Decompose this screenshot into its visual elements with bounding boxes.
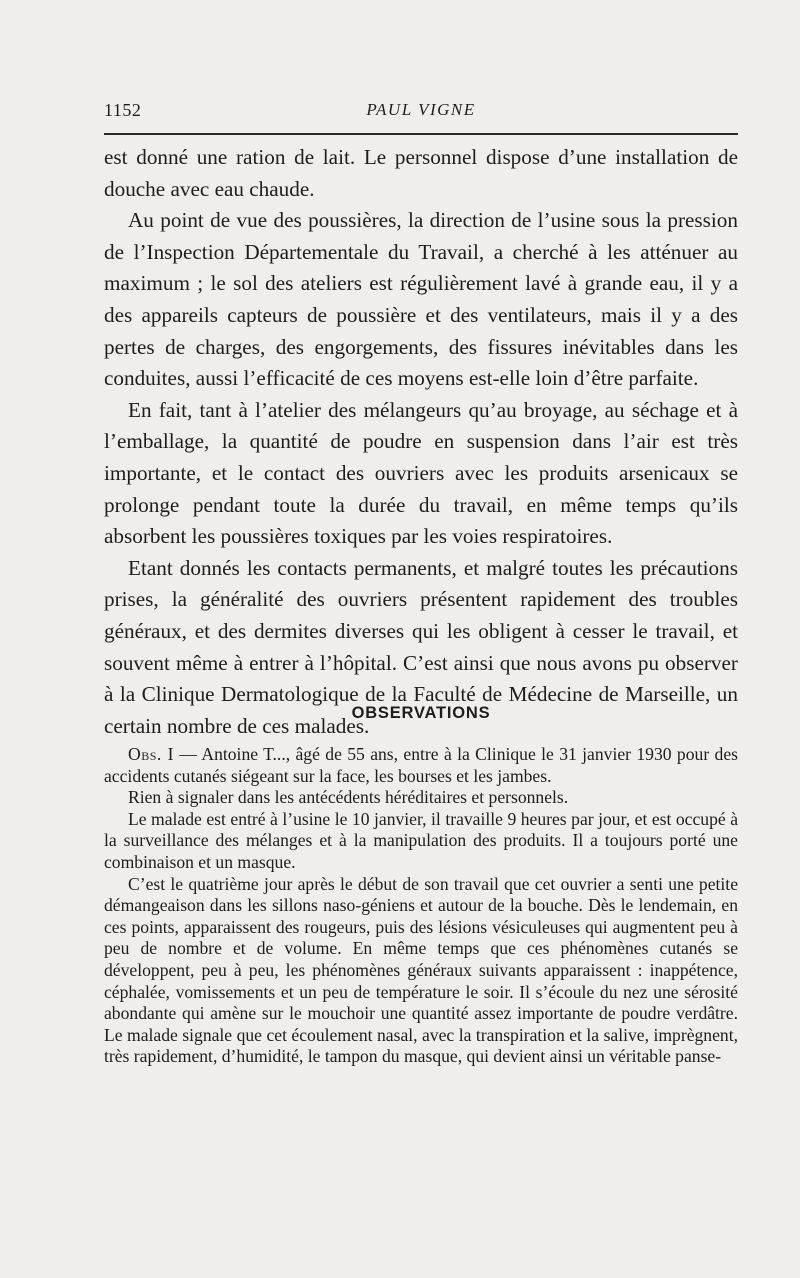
paragraph: En fait, tant à l’atelier des mélangeurs qu’au broyage, au séchage et à l’emballage, la quantité de poudre en suspension dans l’air est très importante, et le contact des ouvriers avec les produits arsenicaux se prolonge pendant toute la durée du travail, en même temps qu’ils absorbent les poussières toxiques par les voies respiratoires.	[104, 397, 738, 549]
section-heading: OBSERVATIONS	[351, 704, 491, 722]
page-number: 1152	[104, 100, 142, 120]
paragraph: Le malade est entré à l’usine le 10 janvier, il travaille 9 heures par jour, et est occupé à la surveillance des mélanges et à la manipulation des produits. Il a toujours porté une combinaison et un masque.	[104, 808, 738, 872]
body-text	[104, 142, 738, 742]
observation-label: Obs. I	[128, 744, 175, 764]
paragraph: est donné une ration de lait. Le personnel dispose d’une installation de douche avec eau chaude.	[104, 145, 738, 201]
observation-intro	[104, 744, 738, 787]
paragraph: Au point de vue des poussières, la direction de l’usine sous la pression de l’Inspection Départementale du Travail, a cherché à les atténuer au maximum ; le sol des ateliers est régulièrement lavé à grande eau, il y a des appareils capteurs de poussière et des ventilateurs, mais il y a des pertes de charges, des engorgements, des fissures inévitables dans les conduites, aussi l’efficacité de ces moyens est-elle loin d’être parfaite.	[104, 208, 738, 391]
paragraph: Etant donnés les contacts permanents, et malgré toutes les précautions prises, la généralité des ouvriers présentent rapidement des troubles généraux, et des dermites diverses qui les obligent à cesser le travail, et souvent même à entrer à l’hôpital. C’est ainsi que nous avons pu observer à la Clinique Dermatologique de la Faculté de Médecine de Marseille, un certain nombre de ces malades.	[104, 555, 738, 738]
observation-intro-text: — Antoine T..., âgé de 55 ans, entre à la Clinique le 31 janvier 1930 pour des accidents cutanés siégeant sur la face, les bourses et les jambes.	[104, 744, 738, 786]
paragraph: Rien à signaler dans les antécédents héréditaires et personnels.	[128, 787, 569, 808]
paragraph: C’est le quatrième jour après le début de son travail que cet ouvrier a senti une petite démangeaison dans les sillons naso-géniens et autour de la bouche. Dès le lendemain, en ces points, apparaissent des rougeurs, puis des lésions vésiculeuses qui augmentent peu à peu de nombre et de volume. En même temps que ces phénomènes cutanés se développent, peu à peu, les phénomènes généraux suivants apparaissent : inappétence, céphalée, vomissements et un peu de température le soir. Il s’écoule du nez une sérosité abondante qui amène sur le mouchoir une quantité assez importante de poudre verdâtre. Le malade signale que cet écoulement nasal, avec la transpiration et la salive, imprègnent, très rapidement, d’humidité, le tampon du masque, qui devient ainsi un véritable panse-	[104, 873, 738, 1067]
running-title: PAUL VIGNE	[366, 100, 476, 119]
observation-text	[104, 744, 738, 1068]
header-rule	[104, 133, 738, 135]
page-header	[104, 100, 738, 130]
